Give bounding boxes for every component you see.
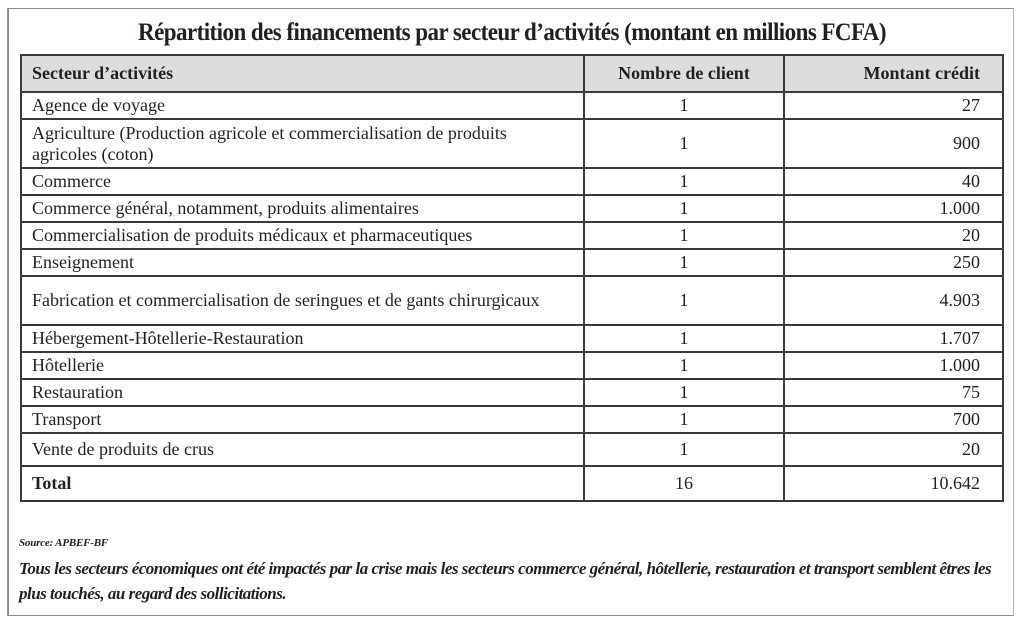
table-row [21,352,1003,379]
cell-sector: Fabrication et commercialisation de seringues et de gants chirurgicaux [21,276,584,325]
table-row [21,168,1003,195]
cell-sector: Enseignement [21,249,584,276]
cell-clients: 1 [584,276,784,325]
source-caption: Source: APBEF-BF [19,537,108,549]
cell-amount: 900 [784,119,1003,168]
cell-amount: 20 [784,433,1003,466]
table-row [21,433,1003,466]
cell-amount: 700 [784,406,1003,433]
table-row [21,249,1003,276]
cell-clients: 1 [584,433,784,466]
cell-sector: Agence de voyage [21,92,584,119]
table-row [21,92,1003,119]
cell-amount: 1.707 [784,325,1003,352]
table-row [21,325,1003,352]
cell-sector: Hôtellerie [21,352,584,379]
header-clients: Nombre de client [584,55,784,92]
cell-clients: 1 [584,119,784,168]
commentary-note: Tous les secteurs économiques ont été impactés par la crise mais les secteurs commerce général, hôtellerie, restauration et transport semblent êtres les plus touchés, au regard des sollicitations. [19,559,992,603]
cell-amount: 20 [784,222,1003,249]
cell-clients: 1 [584,249,784,276]
cell-amount: 1.000 [784,195,1003,222]
table-row [21,406,1003,433]
cell-sector: Transport [21,406,584,433]
cell-sector: Vente de produits de crus [21,433,584,466]
cell-amount: 1.000 [784,352,1003,379]
header-amount: Montant crédit [784,55,1003,92]
total-label: Total [21,466,584,501]
table-row [21,379,1003,406]
total-clients: 16 [584,466,784,501]
table-title: Répartition des financements par secteur d’activités (montant en millions FCFA) [138,19,886,46]
cell-amount: 40 [784,168,1003,195]
header-sector: Secteur d’activités [21,55,584,92]
table-row [21,276,1003,325]
cell-clients: 1 [584,406,784,433]
total-amount: 10.642 [784,466,1003,501]
cell-amount: 27 [784,92,1003,119]
cell-sector: Restauration [21,379,584,406]
table-row [21,195,1003,222]
cell-clients: 1 [584,168,784,195]
cell-clients: 1 [584,195,784,222]
cell-clients: 1 [584,379,784,406]
cell-clients: 1 [584,325,784,352]
table-row [21,222,1003,249]
cell-amount: 250 [784,249,1003,276]
cell-sector: Agriculture (Production agricole et commercialisation de produits agricoles (coton) [21,119,584,168]
cell-sector: Commerce général, notamment, produits alimentaires [21,195,584,222]
table-total-row [21,466,1003,501]
cell-clients: 1 [584,222,784,249]
cell-amount: 75 [784,379,1003,406]
cell-sector: Commercialisation de produits médicaux et pharmaceutiques [21,222,584,249]
cell-amount: 4.903 [784,276,1003,325]
cell-clients: 1 [584,92,784,119]
cell-sector: Hébergement-Hôtellerie-Restauration [21,325,584,352]
financing-table [20,54,1004,502]
table-row [21,119,1003,168]
table-header-row [21,55,1003,92]
cell-clients: 1 [584,352,784,379]
cell-sector: Commerce [21,168,584,195]
